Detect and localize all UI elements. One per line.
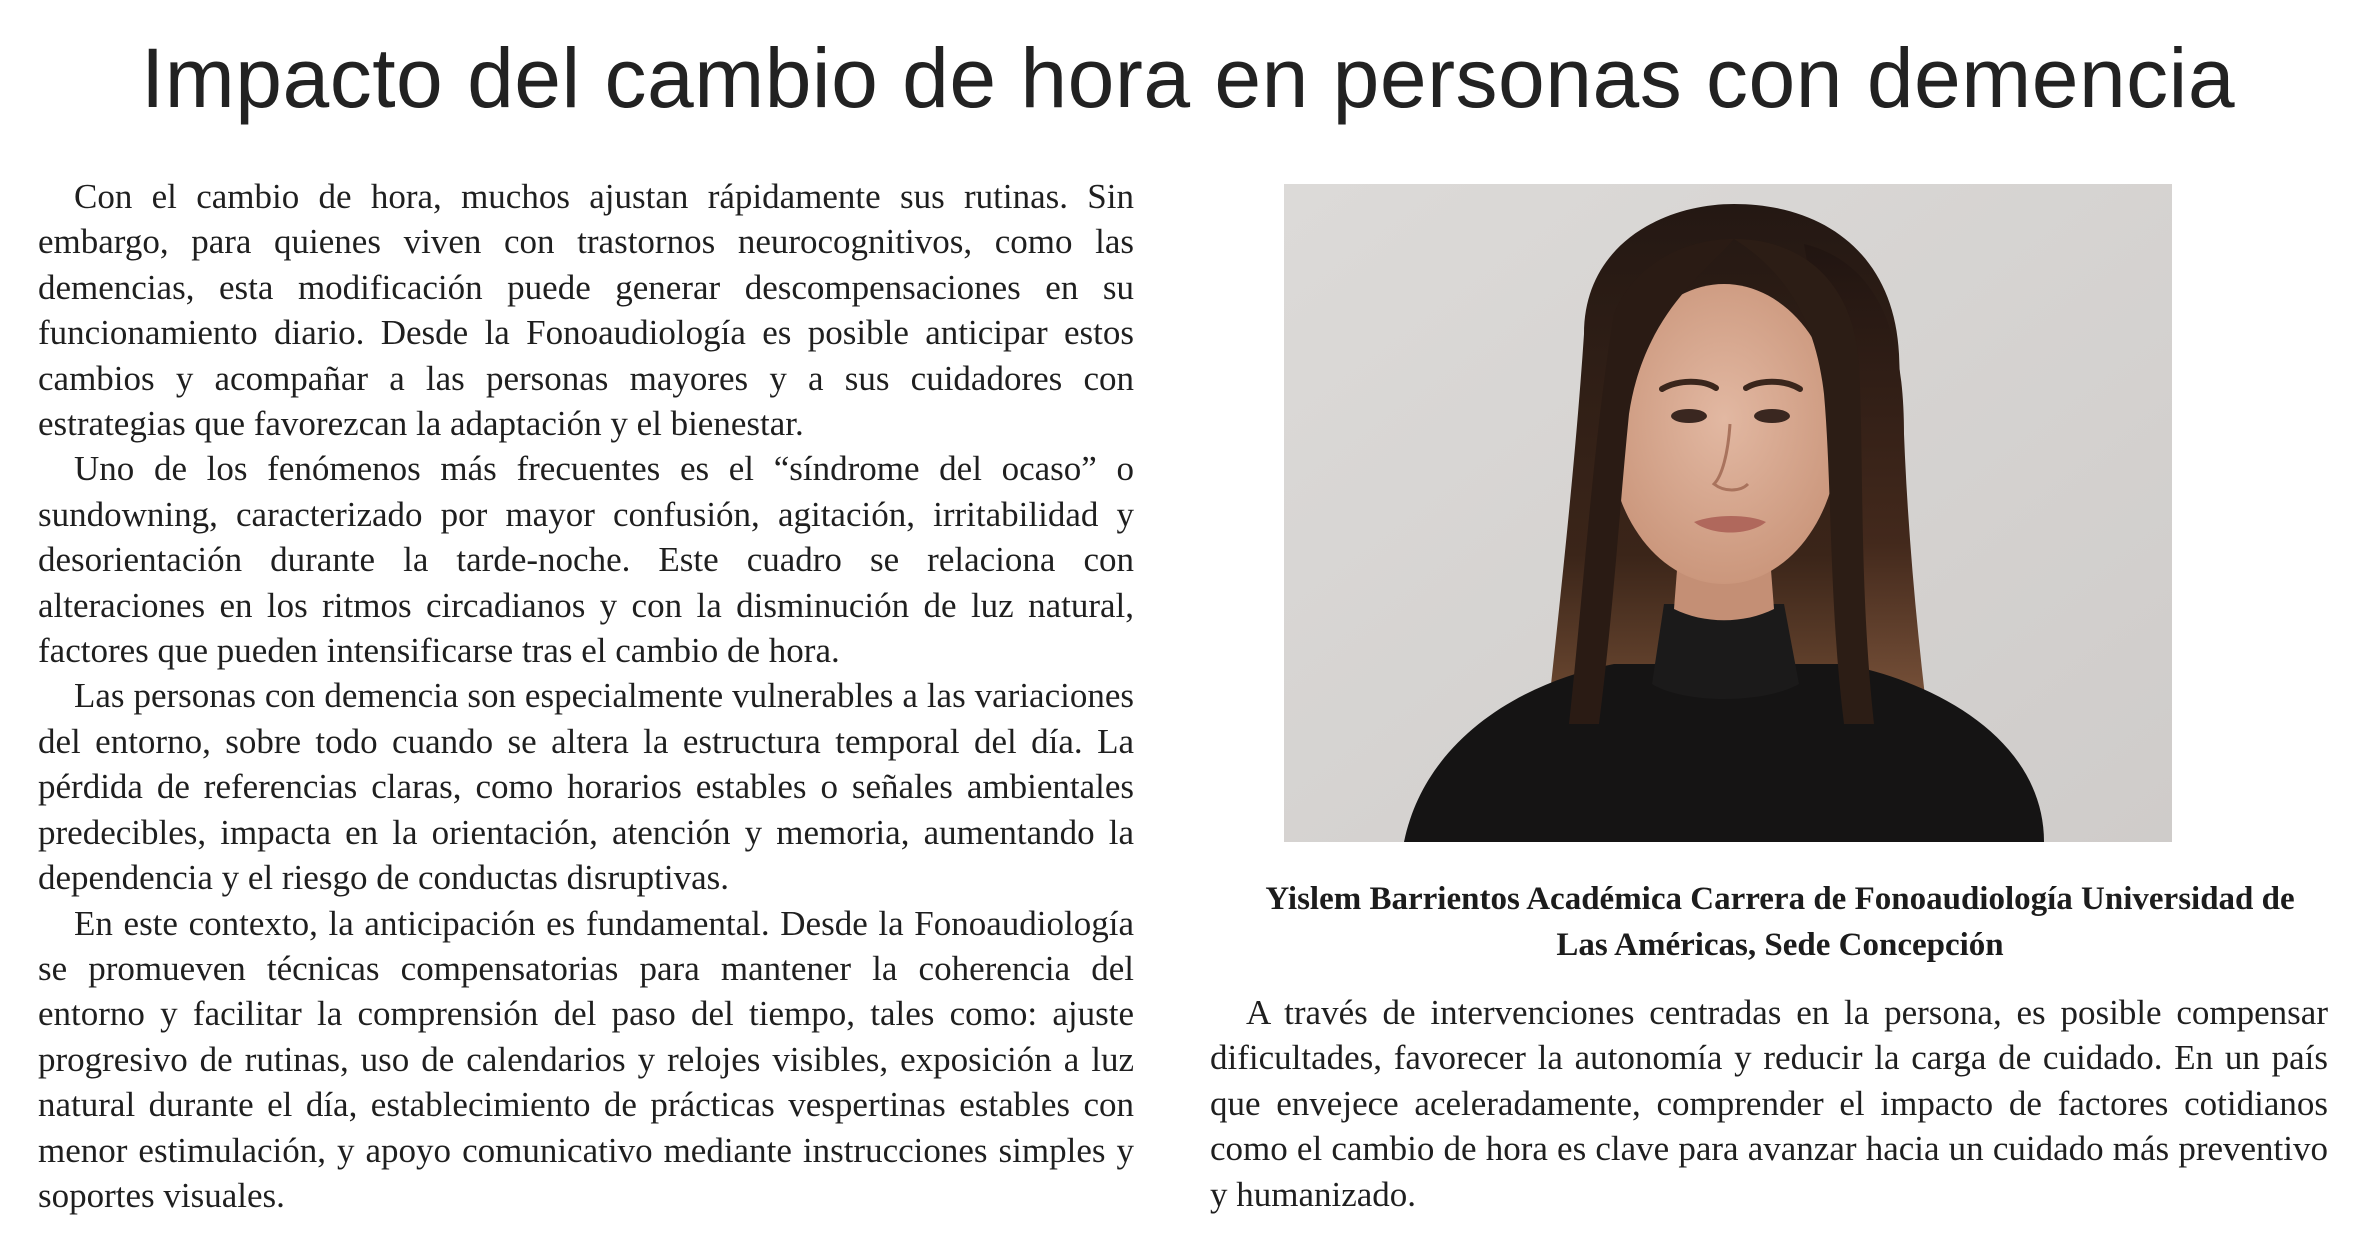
article-left-column	[38, 174, 1134, 1218]
paragraph-3: Las personas con demencia son especialmente vulnerables a las variaciones del entorno, sobre todo cuando se altera la estructura temporal del día. La pérdida de referencias claras, como horarios estables o señales ambientales predecibles, impacta en la orientación, atención y memoria, aumentando la dependencia y el riesgo de conductas disruptivas.	[38, 676, 1134, 898]
paragraph-1: Con el cambio de hora, muchos ajustan rápidamente sus rutinas. Sin embargo, para quienes viven con trastornos neurocognitivos, como las demencias, esta modificación puede generar descompensaciones en su funcionamiento diario. Desde la Fonoaudiología es posible anticipar estos cambios y acompañar a las personas mayores y a sus cuidadores con estrategias que favorezcan la adaptación y el bienestar.	[38, 177, 1134, 444]
paragraph-4: En este contexto, la anticipación es fundamental. Desde la Fonoaudiología se promueven técnicas compensatorias para mantener la coherencia del entorno y facilitar la comprensión del paso del tiempo, tales como: ajuste progresivo de rutinas, uso de calendarios y relojes visibles, exposición a luz natural durante el día, establecimiento de prácticas vespertinas estables con menor estimulación, y apoyo comunicativo mediante instrucciones simples y soportes visuales.	[38, 903, 1134, 1215]
portrait-photo	[1284, 184, 2172, 842]
headline: Impacto del cambio de hora en personas con demencia	[140, 31, 2236, 125]
photo-caption: Yislem Barrientos Académica Carrera de Fonoaudiología Universidad de Las Américas, Sede Concepción	[1265, 881, 2295, 963]
article-right-column	[1210, 990, 2328, 1217]
paragraph-2: Uno de los fenómenos más frecuentes es el “síndrome del ocaso” o sundowning, caracterizado por mayor confusión, agitación, irritabilidad y desorientación durante la tarde-noche. Este cuadro se relaciona con alteraciones en los ritmos circadianos y con la disminución de luz natural, factores que pueden intensificarse tras el cambio de hora.	[38, 449, 1134, 671]
paragraph-5: A través de intervenciones centradas en la persona, es posible compensar dificultades, favorecer la autonomía y reducir la carga de cuidado. En un país que envejece aceleradamente, comprender el impacto de factores cotidianos como el cambio de hora es clave para avanzar hacia un cuidado más preventivo y humanizado.	[1210, 993, 2328, 1214]
